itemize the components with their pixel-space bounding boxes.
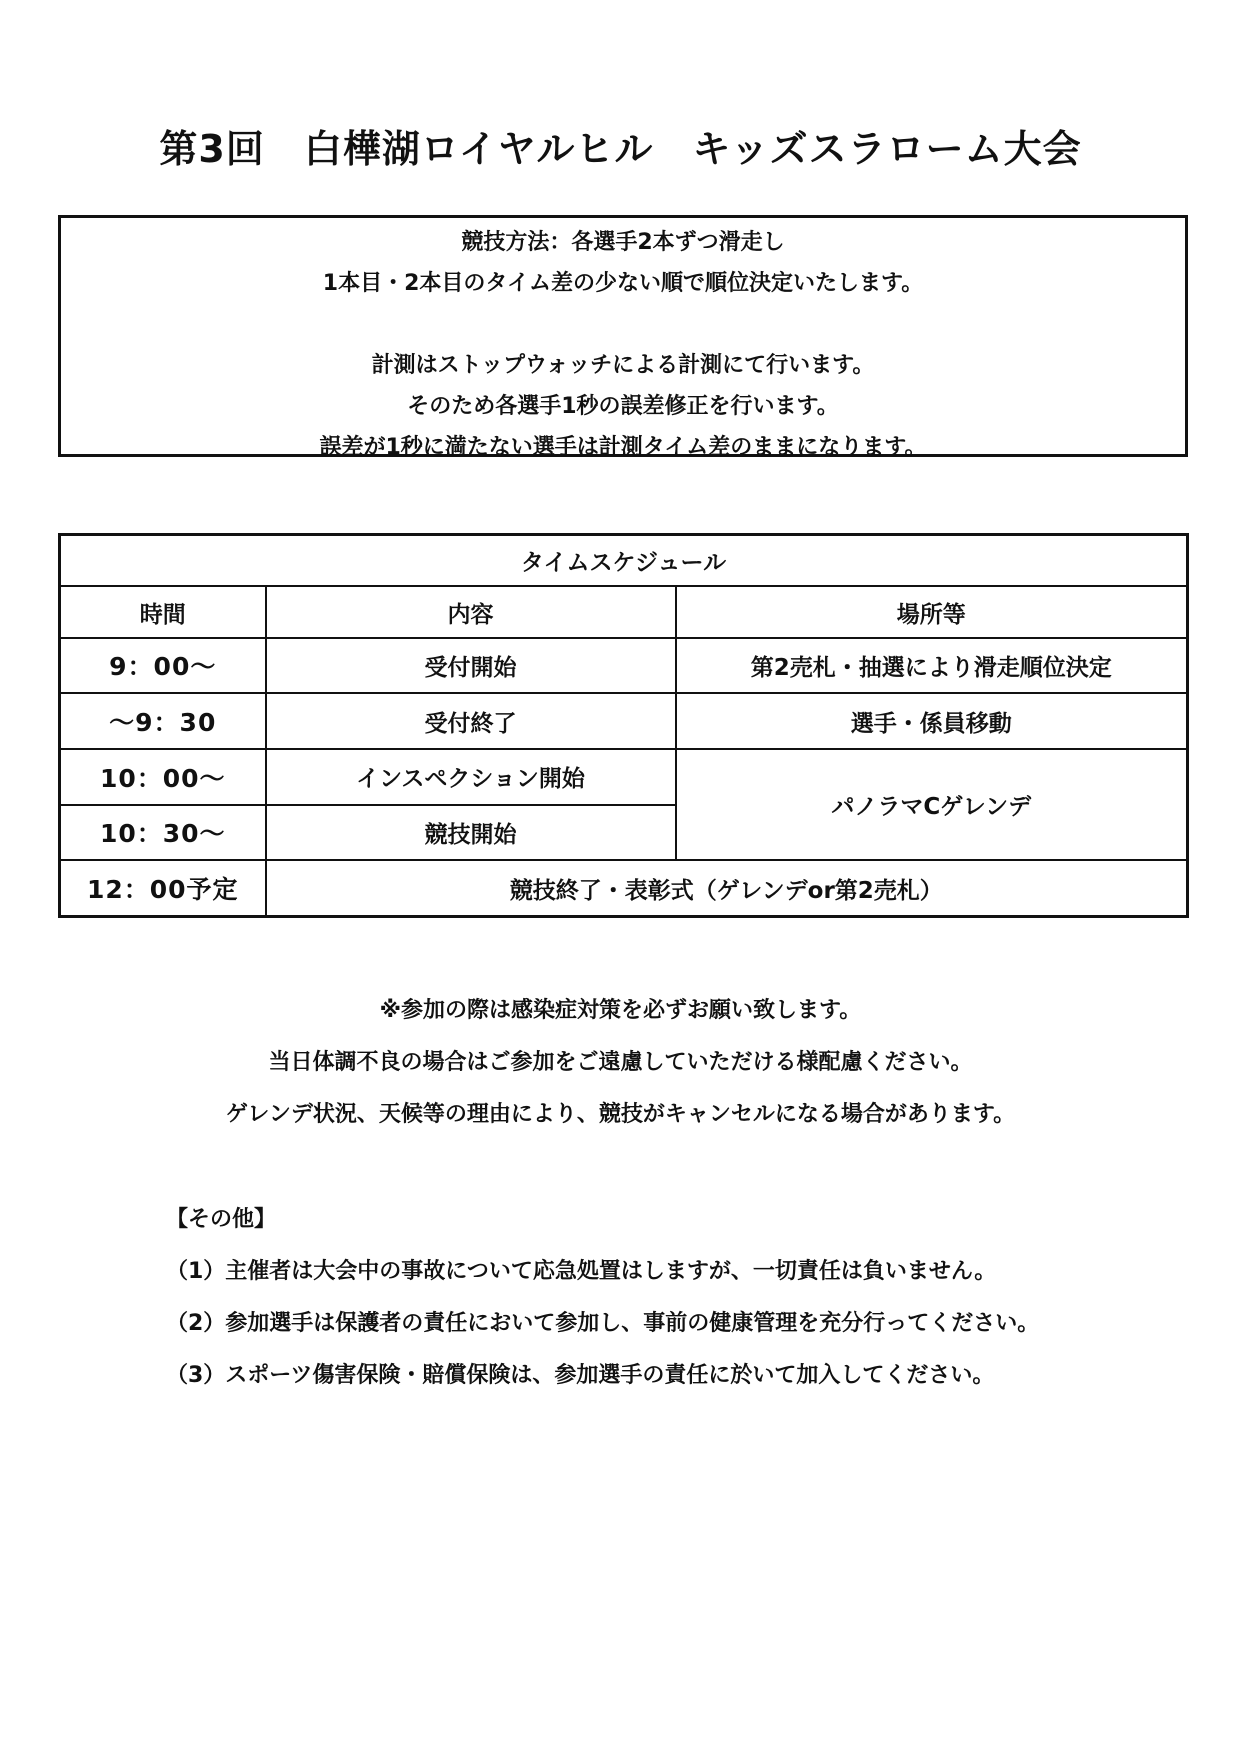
other-item: （1）主催者は大会中の事故について応急処置はしますが、一切責任は負いません。	[166, 1259, 997, 1284]
content-cell: インスペクション開始	[266, 749, 676, 805]
place-cell: パノラマCゲレンデ	[676, 749, 1188, 860]
place-cell: 選手・係員移動	[676, 693, 1188, 749]
note-line: ゲレンデ状況、天候等の理由により、競技がキャンセルになる場合があります。	[225, 1102, 1016, 1127]
rules-line: 1本目・2本目のタイム差の少ない順で順位決定いたします。	[322, 271, 924, 296]
schedule-title-row	[60, 535, 1188, 587]
page-title: 第3回 白樺湖ロイヤルヒル キッズスラローム大会	[159, 127, 1082, 171]
time-cell: 9：00～	[60, 638, 266, 694]
notes-section	[0, 993, 1241, 1149]
note-line: ※参加の際は感染症対策を必ずお願い致します。	[379, 998, 862, 1023]
other-section	[166, 1202, 1039, 1410]
rules-box	[58, 215, 1188, 460]
schedule-title: タイムスケジュール	[60, 535, 1188, 587]
other-heading: 【その他】	[166, 1207, 277, 1232]
content-cell: 受付終了	[266, 693, 676, 749]
rules-line: 誤差が1秒に満たない選手は計測タイム差のままになります。	[319, 435, 927, 460]
content-cell: 競技開始	[266, 805, 676, 861]
table-row	[60, 749, 1188, 805]
rules-line: 計測はストップウォッチによる計測にて行います。	[371, 353, 875, 378]
rules-spacer	[61, 304, 1185, 345]
table-row	[60, 860, 1188, 916]
rules-line: そのため各選手1秒の誤差修正を行います。	[407, 394, 839, 419]
header-place: 場所等	[676, 586, 1188, 637]
schedule-table	[58, 533, 1189, 918]
note-line: 当日体調不良の場合はご参加をご遠慮していただける様配慮ください。	[268, 1050, 973, 1075]
rules-line: 競技方法：各選手2本ずつ滑走し	[461, 230, 785, 255]
table-row	[60, 693, 1188, 749]
other-item: （2）参加選手は保護者の責任において参加し、事前の健康管理を充分行ってください。	[166, 1311, 1040, 1336]
other-item: （3）スポーツ傷害保険・賠償保険は、参加選手の責任に於いて加入してください。	[166, 1363, 995, 1388]
content-cell: 競技終了・表彰式（ゲレンデor第2売札）	[266, 860, 1188, 916]
content-cell: 受付開始	[266, 638, 676, 694]
table-row	[60, 638, 1188, 694]
schedule-header-row	[60, 586, 1188, 637]
time-cell: 10：00～	[60, 749, 266, 805]
time-cell: ～9：30	[60, 693, 266, 749]
place-cell: 第2売札・抽選により滑走順位決定	[676, 638, 1188, 694]
header-content: 内容	[266, 586, 676, 637]
time-cell: 12：00予定	[60, 860, 266, 916]
header-time: 時間	[60, 586, 266, 637]
time-cell: 10：30～	[60, 805, 266, 861]
